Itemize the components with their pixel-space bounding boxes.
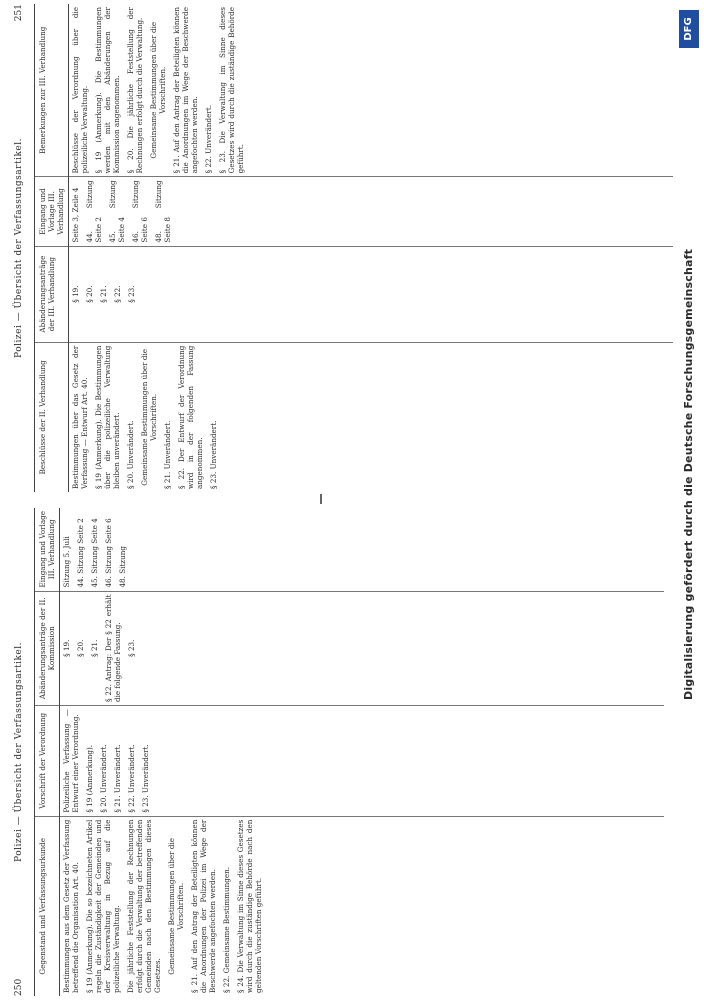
right-col-b-cell <box>69 246 674 342</box>
right-page-header <box>14 4 32 492</box>
right-a-para: Gemeinsame Bestimmungen über die Vorschriften. <box>140 348 158 486</box>
right-b-para: § 22. <box>113 285 122 303</box>
right-e-para: Beschlüsse der Verordnung über die polizeiliche Verwaltung. <box>71 7 89 174</box>
right-col-a-cell <box>69 342 674 492</box>
right-col-header-3: Eingang und Vorlage III. Verhandlung <box>35 177 69 246</box>
right-c-para: 45. Sitzung Seite 4 <box>108 180 126 243</box>
right-e-para: § 19 (Anmerkung). Die Bestimmungen werden mit den Abänderungen der Kommission angenommen. <box>94 7 121 174</box>
right-a-para: § 20. Unverändert. <box>126 420 135 489</box>
right-a-para: § 23. Unverändert. <box>209 420 218 489</box>
left-col-header-2: Vorschrift der Verordnung <box>35 706 60 817</box>
left-b-para: § 23. Unverändert. <box>141 744 150 813</box>
left-col-header-3: Abänderungsanträge der II. Kommission <box>35 591 60 706</box>
left-c-para: § 23. <box>127 639 136 657</box>
right-a-para: § 22. Der Entwurf der Verordnung wird in der folgenden Fassung angenommen. <box>177 345 204 489</box>
left-b-para: § 20. Unverändert. <box>99 744 108 813</box>
left-col-d-cell <box>60 508 665 591</box>
left-d-para: Sitzung 5. Juli <box>62 536 71 588</box>
right-e-para: Gemeinsame Bestimmungen über die Vorschriften. <box>149 21 167 159</box>
left-c-para: § 21. <box>90 639 99 657</box>
left-col-a-cell <box>60 816 665 996</box>
page-gutter-mark <box>320 494 322 504</box>
left-c-para: § 22. Antrag: Der § 22 erhält die folgende Fassung. <box>104 594 122 703</box>
left-b-para: § 19 (Anmerkung). <box>85 744 94 813</box>
right-e-para: § 22. Unverändert. <box>204 105 213 174</box>
left-b-para: Polizeiliche Verfassung — Entwurf einer Verordnung. <box>62 709 80 813</box>
left-d-para: 48. Sitzung <box>118 546 127 588</box>
left-a-para: § 22. Gemeinsame Bestimmungen. <box>222 867 231 993</box>
left-d-para: 44. Sitzung Seite 2 <box>76 518 85 588</box>
right-c-para: Seite 3, Zeile 4 <box>71 187 80 243</box>
dfg-watermark-strip <box>676 0 704 1000</box>
dfg-watermark-text: Digitalisierung gefördert durch die Deutsche Forschungsgemeinschaft <box>682 248 695 700</box>
left-b-para: § 22. Unverändert. <box>127 744 136 813</box>
left-page-header <box>14 508 32 996</box>
right-page <box>0 4 660 492</box>
right-comparison-table <box>34 4 673 492</box>
left-d-para: 45. Sitzung Seite 4 <box>90 518 99 588</box>
left-col-c-cell <box>60 591 665 706</box>
left-a-para: § 21. Auf den Antrag der Beteiligten können die Anordnungen der Polizei im Wege der Beschwerde angefochten werden. <box>190 819 217 993</box>
left-col-b-cell <box>60 706 665 817</box>
right-running-head: Polizei — Übersicht der Verfassungsartikel. <box>14 138 24 358</box>
right-c-para: 46. Sitzung Seite 6 <box>131 180 149 243</box>
left-comparison-table <box>34 508 664 996</box>
right-e-para: § 20. Die jährliche Feststellung der Rechnungen erfolgt durch die Verwaltung. <box>126 7 144 174</box>
right-b-para: § 19. <box>71 285 80 303</box>
right-col-e-cell <box>69 4 674 177</box>
right-e-para: § 23. Die Verwaltung im Sinne dieses Gesetzes wird durch die zuständige Behörde geführt. <box>218 7 245 174</box>
dfg-logo-badge: DFG <box>679 10 699 48</box>
left-d-para: 46. Sitzung Seite 6 <box>104 518 113 588</box>
right-page-number: 251 <box>14 4 24 22</box>
left-page <box>0 508 660 996</box>
left-b-para: § 21. Unverändert. <box>113 744 122 813</box>
right-col-header-4: Bemerkungen zur III. Verhandlung <box>35 4 69 177</box>
left-a-para: Die jährliche Feststellung der Rechnungen erfolgt durch die Verwaltung der betreffenden Gemeinden nach den Bestimmungen dieses Gesetzes. <box>126 819 162 993</box>
left-a-para: Gemeinsame Bestimmungen über die Vorschriften. <box>167 837 185 975</box>
right-b-para: § 20. <box>85 285 94 303</box>
right-col-header-1: Beschlüsse der II. Verhandlung <box>35 342 69 492</box>
left-c-para: § 20. <box>76 639 85 657</box>
left-col-header-1: Gegenstand und Verfassungsurkunde <box>35 816 60 996</box>
right-c-para: 44. Sitzung Seite 2 <box>85 180 103 243</box>
right-col-header-2: Abänderungsanträge der III. Verhandlung <box>35 246 69 342</box>
right-c-para: 48. Sitzung Seite 8 <box>154 180 172 243</box>
right-a-para: § 19 (Anmerkung). Die Bestimmungen über die polizeiliche Verwaltung bleiben unverändert. <box>94 345 121 489</box>
left-a-para: § 19 (Anmerkung). Die so bezeichneten Artikel regeln die Zuständigkeit der Gemeinden und der Kreisverwaltung in Bezug auf die polizeiliche Verwaltung. <box>85 819 121 993</box>
right-col-c-cell <box>69 177 674 246</box>
left-running-head: Polizei — Übersicht der Verfassungsartikel. <box>14 642 24 862</box>
right-a-para: Bestimmungen über das Gesetz der Verfassung — Entwurf Art. 40. <box>71 345 89 489</box>
right-e-para: § 21. Auf den Antrag der Beteiligten können die Anordnungen im Wege der Beschwerde angefochten werden. <box>172 7 199 174</box>
right-a-para: § 21. Unverändert. <box>163 420 172 489</box>
left-c-para: § 19. <box>62 639 71 657</box>
left-page-number: 250 <box>14 978 24 996</box>
left-a-para: Bestimmungen aus dem Gesetz der Verfassung betreffend die Organisation Art. 40. <box>62 819 80 993</box>
left-col-header-4: Eingang und Vorlage III. Verhandlung <box>35 508 60 591</box>
left-a-para: § 24. Die Verwaltung im Sinne dieses Gesetzes wird durch die zuständige Behörde nach den geltenden Vorschriften geführt. <box>236 819 263 993</box>
right-b-para: § 21. <box>99 285 108 303</box>
right-b-para: § 23. <box>127 285 136 303</box>
dfg-watermark-rotated <box>676 0 704 1000</box>
